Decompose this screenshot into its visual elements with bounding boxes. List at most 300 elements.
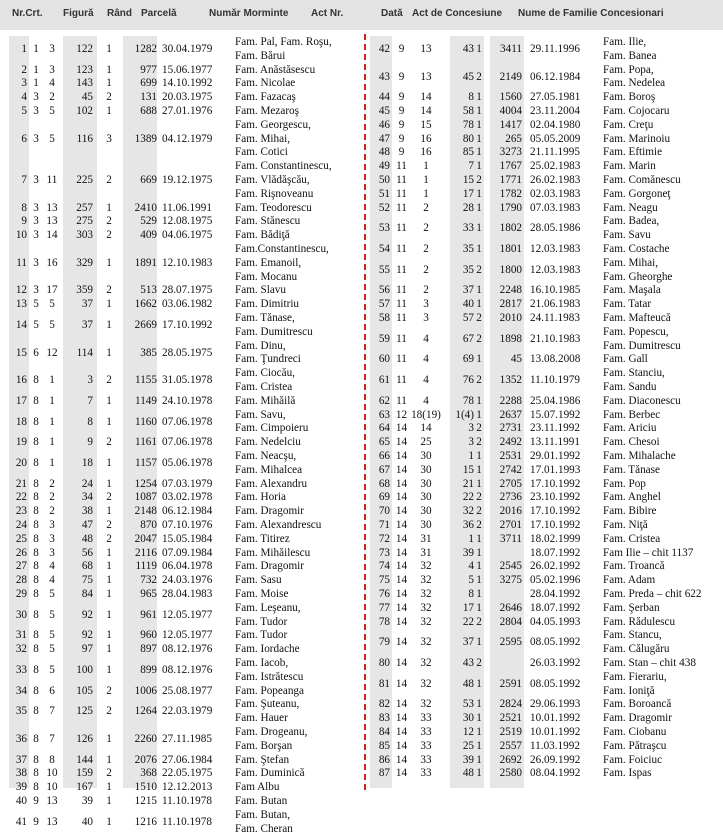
cell-rand: 13 xyxy=(46,215,58,228)
cell-rand: 1 xyxy=(423,187,429,200)
cell-rand: 3 xyxy=(49,546,55,559)
cell-family-name: Fam. Gheorghe xyxy=(603,270,673,283)
cell-nr: 13 xyxy=(15,298,27,311)
cell-data: 12.03.1983 xyxy=(530,263,581,276)
cell-nr: 68 xyxy=(378,477,390,490)
cell-parcela: 11 xyxy=(396,394,407,407)
cell-family-name: Fam. Cotici xyxy=(235,146,288,159)
cell-figura: 45 xyxy=(462,70,474,83)
cell-family-name: Fam. Fazacaş xyxy=(235,91,296,104)
cell-act-nr: 2492 xyxy=(499,436,522,449)
cell-family-name: Fam. Ţundreci xyxy=(235,353,301,366)
cell-morminte: 1 xyxy=(476,91,482,104)
cell-parcela: 8 xyxy=(33,732,39,745)
cell-morminte: 1 xyxy=(476,353,482,366)
cell-data: 27.06.1984 xyxy=(162,753,213,766)
cell-family-name: Fam. Dragomir xyxy=(235,560,304,573)
cell-act-nr: 385 xyxy=(140,346,157,359)
cell-nr: 84 xyxy=(378,726,390,738)
name-line xyxy=(9,685,361,698)
cell-data: 25.08.1977 xyxy=(162,684,213,697)
name-line xyxy=(370,657,718,670)
cell-parcela: 9 xyxy=(398,132,405,145)
cell-nr: 28 xyxy=(15,574,27,587)
cell-nr: 42 xyxy=(378,42,390,55)
name-line xyxy=(370,767,718,780)
name-line xyxy=(370,160,718,173)
cell-parcela: 3 xyxy=(33,132,39,145)
cell-morminte: 1 xyxy=(106,546,112,559)
cell-figura: 3 xyxy=(87,374,93,387)
cell-family-name: Fam. Berbec xyxy=(603,408,661,421)
cell-act-nr: 1801 xyxy=(499,243,522,255)
cell-act-nr: 2692 xyxy=(499,753,522,766)
cell-morminte: 1 xyxy=(106,77,112,90)
cell-family-name: Fam. Tatar xyxy=(603,298,652,311)
cell-act-nr: 2545 xyxy=(499,560,522,573)
cell-nr: 76 xyxy=(378,588,390,600)
name-line xyxy=(370,478,718,491)
name-line xyxy=(9,616,361,629)
cell-parcela: 3 xyxy=(33,229,39,242)
name-line xyxy=(370,726,718,739)
cell-data: 19.12.1975 xyxy=(162,174,213,186)
cell-figura: 36 xyxy=(462,519,474,531)
cell-family-name: Fam. Drogeanu, xyxy=(235,726,308,738)
header-nume-familie: Nume de Familie Concesionari xyxy=(518,8,664,19)
cell-data: 30.04.1979 xyxy=(162,42,213,55)
cell-act-nr: 897 xyxy=(140,643,157,656)
cell-rand: 32 xyxy=(420,657,432,669)
cell-data: 08.05.1992 xyxy=(530,677,581,690)
cell-figura: 37 xyxy=(81,298,93,311)
cell-family-name: Fam. Foiciuc xyxy=(603,753,663,766)
cell-family-name: Fam. Mihăilă xyxy=(235,394,296,407)
name-line xyxy=(9,464,361,477)
cell-morminte: 1 xyxy=(476,42,482,55)
cell-figura: 1 xyxy=(468,532,474,545)
cell-data: 05.02.1996 xyxy=(530,574,581,587)
cell-family-name: Fam. Emanoil, xyxy=(235,256,302,269)
cell-parcela: 8 xyxy=(33,560,39,573)
cell-morminte: 1 xyxy=(476,560,482,573)
cell-act-nr: 1119 xyxy=(135,560,157,573)
cell-morminte: 2 xyxy=(476,505,482,518)
cell-figura: 1(4) xyxy=(455,408,474,421)
cell-data: 17.10.1992 xyxy=(530,505,581,518)
cell-act-nr: 1898 xyxy=(499,332,522,345)
cell-family-name: Fam. Mihalcea xyxy=(235,463,303,476)
cell-nr: 80 xyxy=(378,657,390,669)
cell-family-name: Fam. Ciocău, xyxy=(235,367,295,380)
name-line xyxy=(9,36,361,49)
cell-family-name: Fam. Borşan xyxy=(235,739,293,752)
cell-parcela: 8 xyxy=(33,546,39,559)
cell-nr: 38 xyxy=(15,767,27,780)
cell-morminte: 1 xyxy=(106,477,112,490)
cell-rand: 1 xyxy=(49,436,55,449)
cell-nr: 71 xyxy=(378,519,390,531)
cell-rand: 10 xyxy=(46,767,58,780)
cell-family-name: Fam. Alexandru xyxy=(235,477,308,490)
name-line xyxy=(370,133,718,146)
name-line xyxy=(370,312,718,325)
cell-data: 23.11.1992 xyxy=(530,422,580,435)
cell-family-name: Fam. Nicolae xyxy=(235,77,296,90)
cell-nr: 3 xyxy=(21,77,27,90)
cell-act-nr: 2591 xyxy=(499,677,522,690)
cell-morminte: 2 xyxy=(476,332,482,345)
cell-rand: 1 xyxy=(49,415,55,428)
cell-data: 05.06.1978 xyxy=(162,456,213,469)
cell-family-name: Fam. Anghel xyxy=(603,491,661,504)
cell-figura: 37 xyxy=(462,636,474,649)
cell-figura: 40 xyxy=(462,298,474,311)
name-line xyxy=(370,50,718,63)
cell-nr: 61 xyxy=(378,374,390,387)
right-table xyxy=(370,36,718,788)
cell-act-nr: 961 xyxy=(140,608,157,621)
cell-act-nr: 409 xyxy=(140,229,157,242)
cell-act-nr: 513 xyxy=(140,284,157,297)
cell-data: 24.03.1976 xyxy=(162,574,213,587)
cell-nr: 85 xyxy=(378,739,390,752)
cell-parcela: 6 xyxy=(33,346,39,359)
name-line xyxy=(9,284,361,297)
cell-family-name: Fam. Teodorescu xyxy=(235,201,312,214)
cell-figura: 105 xyxy=(76,684,93,697)
cell-morminte: 1 xyxy=(476,767,482,780)
cell-family-name: Fam. Bibire xyxy=(603,505,657,518)
cell-nr: 22 xyxy=(15,491,27,504)
cell-parcela: 3 xyxy=(33,284,39,297)
cell-act-nr: 1417 xyxy=(499,118,522,131)
cell-family-name: Fam Albu xyxy=(235,781,280,794)
cell-rand: 1 xyxy=(423,160,429,173)
cell-data: 12.03.1983 xyxy=(530,243,581,255)
cell-act-nr: 2410 xyxy=(134,201,157,214)
cell-figura: 39 xyxy=(81,795,93,807)
cell-nr: 35 xyxy=(15,705,27,718)
cell-act-nr: 2817 xyxy=(499,298,522,311)
cell-act-nr: 2521 xyxy=(499,712,522,725)
cell-parcela: 8 xyxy=(33,753,39,766)
cell-family-name: Fam. Rişnoveanu xyxy=(235,187,314,200)
cell-parcela: 14 xyxy=(395,753,408,766)
cell-family-name: Fam. Mihalache xyxy=(603,450,676,462)
cell-rand: 2 xyxy=(49,91,55,104)
cell-parcela: 3 xyxy=(33,174,39,186)
cell-figura: 48 xyxy=(462,677,474,690)
cell-nr: 87 xyxy=(378,767,390,780)
cell-family-name: Fam. Rădulescu xyxy=(603,615,676,628)
cell-nr: 72 xyxy=(378,532,390,545)
cell-rand: 11 xyxy=(46,174,58,186)
cell-act-nr: 368 xyxy=(140,767,157,780)
cell-figura: 359 xyxy=(76,284,93,297)
cell-act-nr: 2116 xyxy=(135,546,157,559)
cell-parcela: 8 xyxy=(33,767,39,780)
cell-parcela: 9 xyxy=(33,815,39,828)
name-line xyxy=(9,823,361,836)
name-line xyxy=(9,243,361,256)
cell-data: 21.06.1983 xyxy=(530,298,581,311)
cell-morminte: 2 xyxy=(476,70,482,83)
cell-act-nr: 2701 xyxy=(499,519,522,531)
cell-data: 10.01.1992 xyxy=(530,726,581,738)
cell-data: 28.04.1983 xyxy=(162,588,213,600)
cell-act-nr: 688 xyxy=(140,105,157,117)
cell-figura: 12 xyxy=(462,726,474,738)
cell-morminte: 1 xyxy=(106,318,112,331)
name-line xyxy=(9,436,361,449)
cell-figura: 167 xyxy=(76,781,93,794)
name-line xyxy=(9,795,361,808)
cell-data: 03.06.1982 xyxy=(162,298,213,311)
cell-data: 17.10.1992 xyxy=(162,318,213,331)
cell-rand: 3 xyxy=(49,63,55,76)
cell-family-name: Fam. Călugăru xyxy=(603,643,670,656)
name-line xyxy=(370,560,718,573)
cell-rand: 4 xyxy=(49,574,55,587)
cell-nr: 66 xyxy=(378,450,390,462)
name-line xyxy=(9,505,361,518)
cell-family-name: Fam. Badea, xyxy=(603,215,660,228)
cell-figura: 8 xyxy=(468,91,474,104)
cell-act-nr: 2148 xyxy=(134,505,157,518)
name-line xyxy=(370,298,718,311)
name-line xyxy=(370,450,718,463)
name-line xyxy=(9,698,361,711)
name-line xyxy=(370,409,718,422)
cell-nr: 29 xyxy=(15,588,27,600)
cell-parcela: 9 xyxy=(398,91,405,104)
cell-morminte: 1 xyxy=(106,256,112,269)
cell-family-name: Fam. Neagu xyxy=(603,201,658,214)
cell-nr: 30 xyxy=(15,608,27,621)
cell-family-name: Fam. Bădiţă xyxy=(235,229,290,242)
cell-act-nr: 1087 xyxy=(134,491,157,504)
cell-figura: 5 xyxy=(468,574,474,587)
column-divider xyxy=(364,34,366,790)
cell-act-nr: 3273 xyxy=(499,146,522,159)
cell-nr: 45 xyxy=(378,105,390,117)
cell-parcela: 9 xyxy=(33,795,39,807)
cell-family-name: Fam. Georgescu, xyxy=(235,118,311,131)
cell-morminte: 2 xyxy=(106,215,112,228)
name-line xyxy=(9,395,361,408)
cell-parcela: 9 xyxy=(398,118,405,131)
cell-rand: 2 xyxy=(423,263,429,276)
name-line xyxy=(9,77,361,90)
cell-parcela: 8 xyxy=(33,574,39,587)
cell-act-nr: 265 xyxy=(505,132,522,145)
name-line xyxy=(370,616,718,629)
cell-data: 04.05.1993 xyxy=(530,615,581,628)
name-line xyxy=(370,243,718,256)
cell-act-nr: 2149 xyxy=(499,70,522,83)
cell-morminte: 1 xyxy=(106,588,112,600)
cell-morminte: 1 xyxy=(106,505,112,518)
cell-morminte: 1 xyxy=(106,753,112,766)
cell-family-name: Fam. Cimpoieru xyxy=(235,422,309,435)
cell-parcela: 14 xyxy=(395,546,408,559)
cell-figura: 125 xyxy=(76,705,93,718)
cell-parcela: 8 xyxy=(33,629,39,642)
cell-data: 23.10.1992 xyxy=(530,491,581,504)
cell-nr: 9 xyxy=(21,215,27,228)
cell-morminte: 1 xyxy=(106,629,112,642)
name-line xyxy=(370,353,718,366)
cell-family-name: Fam. Cristea xyxy=(603,532,661,545)
cell-figura: 303 xyxy=(76,229,93,242)
cell-act-nr: 2531 xyxy=(499,450,522,462)
cell-data: 11.03.1992 xyxy=(530,739,580,752)
cell-figura: 84 xyxy=(81,588,93,600)
cell-morminte: 2 xyxy=(476,491,482,504)
cell-act-nr: 3411 xyxy=(500,42,522,55)
cell-figura: 48 xyxy=(462,767,474,780)
name-line xyxy=(9,50,361,63)
cell-act-nr: 1160 xyxy=(135,415,157,428)
cell-morminte: 1 xyxy=(476,636,482,649)
cell-nr: 63 xyxy=(378,408,390,421)
cell-family-name: Fam. Gorgoneţ xyxy=(603,187,671,200)
cell-morminte: 1 xyxy=(476,532,482,545)
name-line xyxy=(370,505,718,518)
cell-data: 05.05.2009 xyxy=(530,132,581,145)
cell-morminte: 3 xyxy=(106,132,112,145)
cell-nr: 64 xyxy=(378,422,390,435)
cell-act-nr: 2557 xyxy=(499,739,522,752)
cell-nr: 59 xyxy=(378,332,390,345)
cell-parcela: 8 xyxy=(33,394,39,407)
cell-rand: 4 xyxy=(49,560,55,573)
cell-data: 22.05.1975 xyxy=(162,767,213,780)
cell-data: 27.11.1985 xyxy=(162,732,212,745)
cell-data: 11.10.1978 xyxy=(162,815,212,828)
cell-data: 12.08.1975 xyxy=(162,215,213,228)
cell-morminte: 1 xyxy=(106,732,112,745)
cell-rand: 2 xyxy=(423,243,429,255)
cell-data: 18.07.1992 xyxy=(530,601,581,614)
cell-figura: 69 xyxy=(462,353,474,366)
cell-data: 29.01.1992 xyxy=(530,450,581,462)
cell-data: 15.05.1984 xyxy=(162,532,213,545)
cell-nr: 47 xyxy=(378,132,390,145)
name-line xyxy=(370,381,718,394)
cell-figura: 17 xyxy=(462,187,474,200)
cell-rand: 16 xyxy=(420,146,432,159)
cell-parcela: 14 xyxy=(395,422,408,435)
cell-parcela: 8 xyxy=(33,684,39,697)
name-line xyxy=(9,381,361,394)
cell-act-nr: 1006 xyxy=(134,684,157,697)
cell-act-nr: 1352 xyxy=(499,374,522,387)
name-line xyxy=(9,491,361,504)
cell-family-name: Fam. Pop xyxy=(603,477,646,490)
cell-parcela: 11 xyxy=(396,332,407,345)
cell-morminte: 2 xyxy=(476,174,482,186)
cell-data: 04.06.1975 xyxy=(162,229,213,242)
cell-family-name: Fam. Popeanga xyxy=(235,684,304,697)
cell-rand: 17 xyxy=(46,284,58,297)
cell-family-name: Fam. Stan – chit 438 xyxy=(603,657,696,669)
cell-data: 22.03.1979 xyxy=(162,705,213,718)
cell-rand: 31 xyxy=(420,546,432,559)
header-data: Dată xyxy=(381,8,403,19)
cell-parcela: 11 xyxy=(396,353,407,366)
cell-figura: 85 xyxy=(462,146,474,159)
cell-data: 29.06.1993 xyxy=(530,698,581,711)
name-line xyxy=(9,202,361,215)
cell-morminte: 2 xyxy=(106,174,112,186)
cell-morminte: 2 xyxy=(106,229,112,242)
cell-parcela: 3 xyxy=(33,215,39,228)
cell-act-nr: 732 xyxy=(140,574,157,587)
cell-family-name: Fam. Tănase xyxy=(603,463,660,476)
cell-nr: 70 xyxy=(378,505,390,518)
cell-family-name: Fam. Banea xyxy=(603,49,657,62)
cell-rand: 31 xyxy=(420,532,432,545)
name-line xyxy=(9,588,361,601)
cell-rand: 33 xyxy=(420,753,432,766)
cell-act-nr: 1254 xyxy=(134,477,157,490)
cell-parcela: 8 xyxy=(33,663,39,676)
cell-nr: 33 xyxy=(15,663,27,676)
cell-nr: 54 xyxy=(378,243,390,255)
cell-family-name: Fam. Iordache xyxy=(235,643,300,656)
cell-data: 27.05.1981 xyxy=(530,91,581,104)
cell-act-nr: 1891 xyxy=(134,256,157,269)
cell-figura: 53 xyxy=(462,698,474,711)
cell-rand: 33 xyxy=(420,767,432,780)
cell-nr: 10 xyxy=(15,229,27,242)
cell-rand: 25 xyxy=(420,436,432,449)
cell-act-nr: 2260 xyxy=(134,732,157,745)
name-line xyxy=(370,77,718,90)
cell-data: 18.02.1999 xyxy=(530,532,581,545)
cell-nr: 1 xyxy=(21,42,27,55)
header-nr-crt: Nr.Crt. xyxy=(12,8,43,19)
cell-data: 14.10.1992 xyxy=(162,77,213,90)
cell-parcela: 3 xyxy=(33,201,39,214)
name-line xyxy=(9,91,361,104)
header-figura: Figură xyxy=(63,8,94,19)
cell-act-nr: 3711 xyxy=(500,532,522,545)
cell-morminte: 2 xyxy=(476,263,482,276)
cell-parcela: 14 xyxy=(395,436,408,449)
cell-family-name: Fam. Slavu xyxy=(235,284,286,297)
cell-data: 07.09.1984 xyxy=(162,546,213,559)
header-act-nr: Act Nr. xyxy=(311,8,344,19)
cell-rand: 30 xyxy=(420,477,432,490)
cell-rand: 6 xyxy=(49,684,55,697)
cell-parcela: 14 xyxy=(395,726,408,738)
name-line xyxy=(9,781,361,794)
cell-figura: 35 xyxy=(462,263,474,276)
name-line xyxy=(370,340,718,353)
cell-parcela: 8 xyxy=(33,588,39,600)
name-line xyxy=(370,491,718,504)
header-numar-morminte: Număr Morminte xyxy=(209,8,289,19)
cell-rand: 33 xyxy=(420,739,432,752)
name-line xyxy=(370,533,718,546)
cell-figura: 8 xyxy=(468,588,474,600)
cell-family-name: Fam. Eftimie xyxy=(603,146,663,159)
cell-parcela: 14 xyxy=(395,519,408,531)
cell-family-name: Fam. Ilie, xyxy=(603,36,647,48)
